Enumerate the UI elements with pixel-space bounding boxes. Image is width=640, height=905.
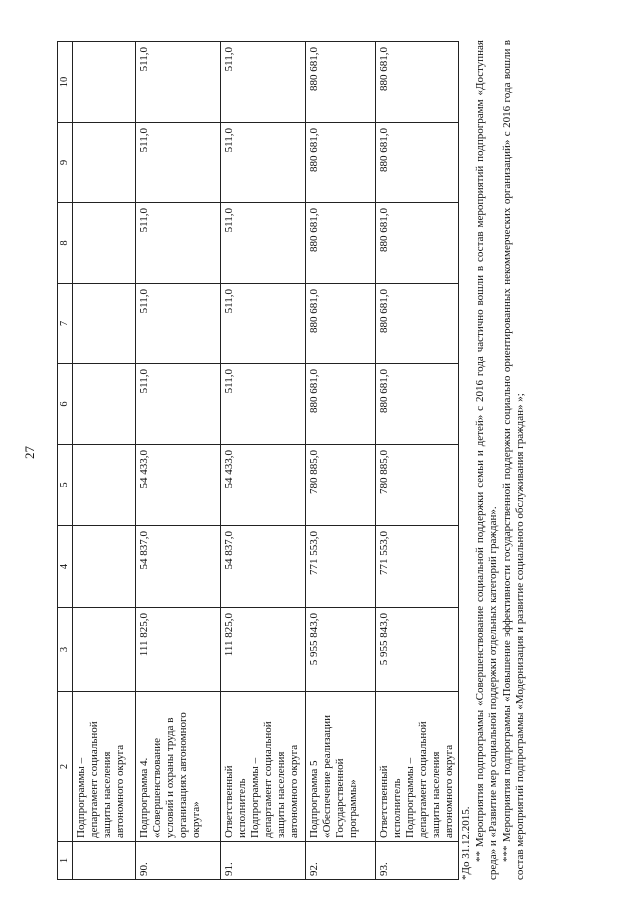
row-name: Подпрограмма 5 «Обеспечение реализации Государственной программы» [306,692,376,842]
column-header: 9 [58,123,73,203]
column-header: 8 [58,203,73,284]
value-cell [73,526,136,608]
value-cell: 511,0 [136,42,221,123]
column-header: 1 [58,842,73,880]
row-name: Ответственный исполнитель Подпрограммы – департамент социальной защиты населения автономного округа [221,692,306,842]
value-cell: 511,0 [136,203,221,284]
page-number: 27 [22,446,37,459]
value-cell: 511,0 [136,364,221,445]
table-row [136,42,221,880]
value-cell: 880 681,0 [376,284,459,364]
table-row [221,42,306,880]
value-cell: 880 681,0 [376,203,459,284]
column-header: 6 [58,364,73,445]
value-cell: 111 825,0 [221,608,306,692]
value-cell: 880 681,0 [306,123,376,203]
value-cell: 511,0 [221,123,306,203]
row-name: Ответственный исполнитель Подпрограммы – департамент социальной защиты населения автономного округа [376,692,459,842]
column-header: 2 [58,692,73,842]
value-cell: 880 681,0 [376,42,459,123]
value-cell: 511,0 [221,284,306,364]
value-cell: 54 433,0 [221,445,306,526]
value-cell: 880 681,0 [376,123,459,203]
table-row [306,42,376,880]
footnotes [460,40,528,880]
column-header: 5 [58,445,73,526]
column-header: 4 [58,526,73,608]
value-cell: 511,0 [136,284,221,364]
footnote-2: ** Мероприятия подпрограммы «Совершенствование социальной поддержки семьи и детей» с 2016 года частично вошли в состав мероприятий подпрограмм «Доступная среда» и «Развитие мер социальной поддержки отдельных категорий граждан». [474,40,499,880]
value-cell: 780 885,0 [306,445,376,526]
column-header: 3 [58,608,73,692]
value-cell: 880 681,0 [306,203,376,284]
column-header: 10 [58,42,73,123]
value-cell: 880 681,0 [376,364,459,445]
row-number: 93. [376,842,459,880]
row-number: 90. [136,842,221,880]
value-cell: 780 885,0 [376,445,459,526]
value-cell: 880 681,0 [306,284,376,364]
value-cell [73,445,136,526]
value-cell: 54 837,0 [136,526,221,608]
table-header-row [58,42,73,880]
value-cell [73,364,136,445]
value-cell: 511,0 [136,123,221,203]
column-header: 7 [58,284,73,364]
row-name: Подпрограмма 4. «Совершенствование условий и охраны труда в организациях автономного округа» [136,692,221,842]
table-row [376,42,459,880]
footnote-1: *До 31.12.2015. [460,806,472,880]
value-cell: 511,0 [221,42,306,123]
value-cell: 511,0 [221,364,306,445]
value-cell: 111 825,0 [136,608,221,692]
row-number: 91. [221,842,306,880]
value-cell: 771 553,0 [376,526,459,608]
row-name: Подпрограммы – департамент социальной защиты населения автономного округа [73,692,136,842]
value-cell: 54 433,0 [136,445,221,526]
value-cell [73,42,136,123]
value-cell [73,608,136,692]
value-cell [73,123,136,203]
value-cell [73,203,136,284]
value-cell: 5 955 843,0 [376,608,459,692]
value-cell: 771 553,0 [306,526,376,608]
value-cell: 5 955 843,0 [306,608,376,692]
table-row [73,42,136,880]
value-cell [73,284,136,364]
row-number [73,842,136,880]
value-cell: 880 681,0 [306,364,376,445]
footnote-3: *** Мероприятия подпрограммы «Повышение эффективности государственной поддержки социально ориентированных некоммерческих организаций» с 2016 года вошли в состав мероприятий подпрограммы «Модернизация и развитие социального обслуживания граждан» »; [501,40,526,880]
budget-table [57,41,459,880]
value-cell: 54 837,0 [221,526,306,608]
value-cell: 880 681,0 [306,42,376,123]
row-number: 92. [306,842,376,880]
value-cell: 511,0 [221,203,306,284]
